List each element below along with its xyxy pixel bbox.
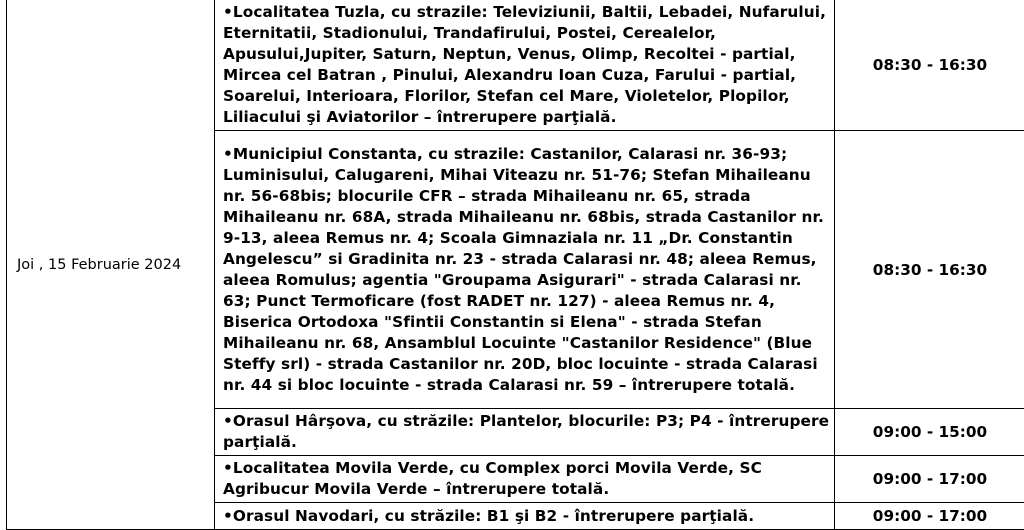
time-cell: 09:00 - 17:00	[835, 456, 1024, 503]
date-cell: Joi , 15 Februarie 2024	[7, 0, 215, 530]
location-cell: •Orasul Navodari, cu străzile: B1 şi B2 - întrerupere parţială.	[215, 503, 835, 530]
time-cell: 08:30 - 16:30	[835, 0, 1024, 131]
location-cell: •Localitatea Movila Verde, cu Complex porci Movila Verde, SC Agribucur Movila Verde – întrerupere totală.	[215, 456, 835, 503]
time-cell: 09:00 - 17:00	[835, 503, 1024, 530]
table-row	[7, 0, 1024, 131]
time-cell: 08:30 - 16:30	[835, 131, 1024, 409]
location-cell: •Orasul Hârşova, cu străzile: Plantelor, blocurile: P3; P4 - întrerupere parţială.	[215, 409, 835, 456]
time-cell: 09:00 - 15:00	[835, 409, 1024, 456]
location-cell: •Localitatea Tuzla, cu strazile: Televiziunii, Baltii, Lebadei, Nufarului, Eternitatii, Stadionului, Trandafirului, Postei, Cerealelor, Apusului,Jupiter, Saturn, Neptun, Venus, Olimp, Recoltei - partial, Mircea cel Batran , Pinului, Alexandru Ioan Cuza, Farului - partial, Soarelui, Interioara, Florilor, Stefan cel Mare, Violetelor, Plopilor, Liliacului şi Aviatorilor – întrerupere parţială.	[215, 0, 835, 131]
outage-schedule-table	[6, 0, 1024, 530]
location-cell: •Municipiul Constanta, cu strazile: Castanilor, Calarasi nr. 36-93; Luminisului, Calugareni, Mihai Viteazu nr. 51-76; Stefan Mihaileanu nr. 56-68bis; blocurile CFR – strada Mihaileanu nr. 65, strada Mihaileanu nr. 68A, strada Mihaileanu nr. 68bis, strada Castanilor nr. 9-13, aleea Remus nr. 4; Scoala Gimnaziala nr. 11 „Dr. Constantin Angelescu” si Gradinita nr. 23 - strada Calarasi nr. 48; aleea Remus, aleea Romulus; agentia "Groupama Asigurari" - strada Calarasi nr. 63; Punct Termoficare (fost RADET nr. 127) - aleea Remus nr. 4, Biserica Ortodoxa "Sfintii Constantin si Elena" - strada Stefan Mihaileanu nr. 68, Ansamblul Locuinte "Castanilor Residence" (Blue Steffy srl) - strada Castanilor nr. 20D, bloc locuinte - strada Calarasi nr. 44 si bloc locuinte - strada Calarasi nr. 59 – întrerupere totală.	[215, 131, 835, 409]
